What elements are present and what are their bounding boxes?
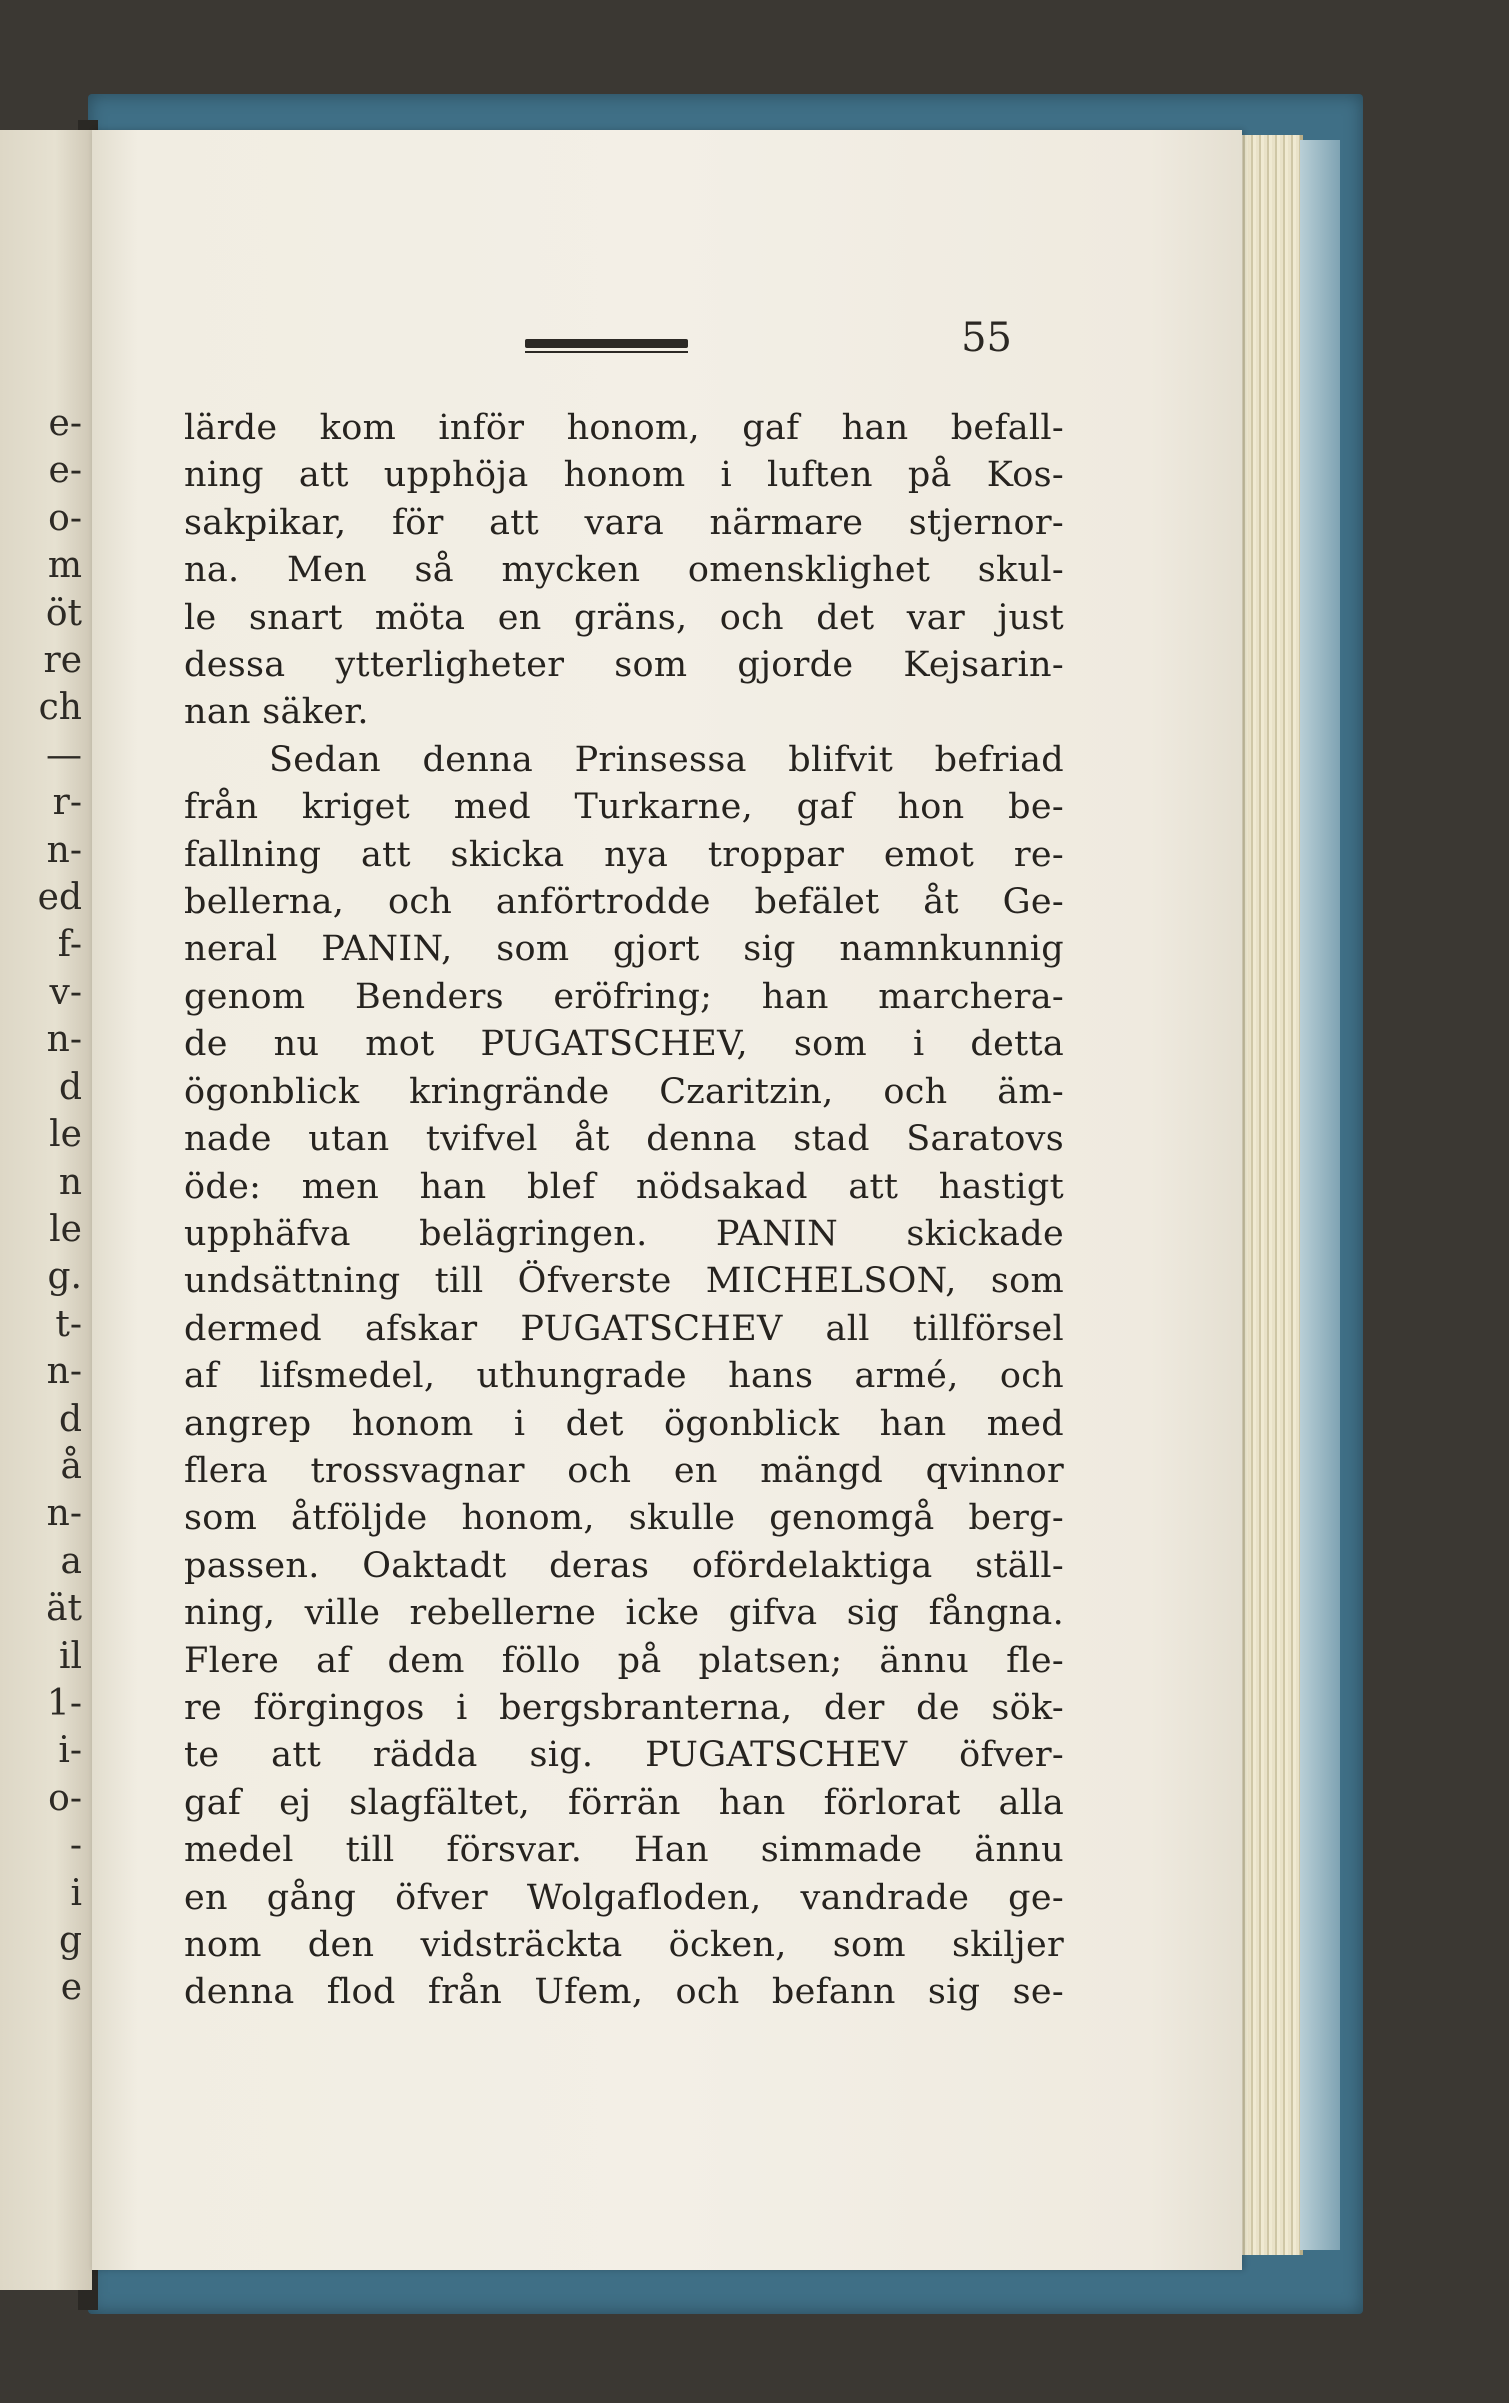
left-fragment: - bbox=[69, 1825, 82, 1867]
header-rule bbox=[525, 339, 688, 348]
text-line: flera trossvagnar och en mängd qvinnor bbox=[184, 1450, 1064, 1491]
left-fragment: a bbox=[60, 1540, 82, 1582]
left-fragment: i- bbox=[58, 1730, 82, 1772]
text-line: nom den vidsträckta öcken, som skiljer bbox=[184, 1925, 1064, 1965]
text-line: genom Benders eröfring; han marchera- bbox=[184, 976, 1064, 1017]
left-page bbox=[0, 130, 92, 2290]
text-line: passen. Oaktadt deras ofördelaktiga ställ- bbox=[184, 1545, 1064, 1586]
left-fragment: le bbox=[49, 1114, 82, 1156]
text-line: Flere af dem föllo på platsen; ännu fle- bbox=[184, 1640, 1064, 1681]
text-line: ning att upphöja honom i luften på Kos- bbox=[184, 455, 1064, 496]
left-fragment: r- bbox=[52, 782, 82, 824]
text-line: dessa ytterligheter som gjorde Kejsarin- bbox=[184, 645, 1064, 686]
text-line: angrep honom i det ögonblick han med bbox=[184, 1403, 1064, 1444]
text-line: nade utan tvifvel åt denna stad Saratovs bbox=[184, 1119, 1064, 1160]
left-fragment: m bbox=[47, 545, 82, 587]
text-line: gaf ej slagfältet, förrän han förlorat alla bbox=[184, 1782, 1064, 1823]
text-line: fallning att skicka nya troppar emot re- bbox=[184, 834, 1064, 875]
left-fragment: å bbox=[60, 1445, 82, 1487]
text-line: upphäfva belägringen. PANIN skickade bbox=[184, 1213, 1064, 1254]
text-line: lärde kom inför honom, gaf han befall- bbox=[184, 408, 1064, 448]
text-line: bellerna, och anförtrodde befälet åt Ge- bbox=[184, 882, 1064, 923]
text-line: le snart möta en gräns, och det var just bbox=[184, 597, 1064, 638]
left-fragment: d bbox=[58, 1398, 82, 1440]
text-line: re förgingos i bergsbranterna, der de sök- bbox=[184, 1687, 1064, 1728]
left-fragment: ät bbox=[46, 1588, 82, 1630]
text-line: dermed afskar PUGATSCHEV all tillförsel bbox=[184, 1308, 1064, 1349]
text-line: nan säker. bbox=[184, 692, 369, 733]
page-edges bbox=[1240, 135, 1303, 2255]
left-fragment: ed bbox=[37, 877, 82, 919]
left-fragment: il bbox=[58, 1635, 82, 1677]
left-fragment: o- bbox=[48, 497, 82, 539]
left-fragment: n- bbox=[46, 1493, 82, 1535]
left-fragment: o- bbox=[48, 1777, 82, 1819]
left-fragment: e- bbox=[48, 403, 82, 444]
left-fragment: re bbox=[43, 640, 82, 682]
left-fragment: v- bbox=[49, 971, 82, 1013]
cover-edge bbox=[1300, 140, 1340, 2250]
left-fragment: ch bbox=[38, 687, 82, 729]
text-line: denna flod från Ufem, och befann sig se- bbox=[184, 1972, 1064, 2013]
left-fragment: n bbox=[58, 1161, 82, 1203]
text-line: öde: men han blef nödsakad att hastigt bbox=[184, 1166, 1064, 1207]
left-page-fragments bbox=[2, 400, 82, 2012]
text-line: ögonblick kringrände Czaritzin, och äm- bbox=[184, 1071, 1064, 1112]
left-fragment: e bbox=[60, 1967, 82, 2009]
text-line: neral PANIN, som gjort sig namnkunnig bbox=[184, 929, 1064, 970]
text-line: de nu mot PUGATSCHEV, som i detta bbox=[184, 1024, 1064, 1065]
text-line: undsättning till Öfverste MICHELSON, som bbox=[184, 1261, 1064, 1302]
left-fragment: le bbox=[49, 1208, 82, 1250]
left-fragment: g bbox=[58, 1920, 82, 1961]
text-line: sakpikar, för att vara närmare stjernor- bbox=[184, 502, 1064, 543]
text-line: medel till försvar. Han simmade ännu bbox=[184, 1830, 1064, 1871]
left-fragment: d bbox=[58, 1066, 82, 1108]
left-fragment: — bbox=[46, 734, 82, 776]
text-line: från kriget med Turkarne, gaf hon be- bbox=[184, 787, 1064, 828]
body-text bbox=[184, 405, 1064, 2017]
left-fragment: g. bbox=[47, 1256, 82, 1298]
left-fragment: t- bbox=[55, 1303, 82, 1345]
left-fragment: n- bbox=[46, 1019, 82, 1061]
left-fragment: e- bbox=[48, 450, 82, 492]
text-line: na. Men så mycken omensklighet skul- bbox=[184, 550, 1064, 591]
text-line: en gång öfver Wolgafloden, vandrade ge- bbox=[184, 1877, 1064, 1918]
left-fragment: n- bbox=[46, 829, 82, 871]
text-line: som åtföljde honom, skulle genomgå berg- bbox=[184, 1498, 1064, 1539]
page-number: 55 bbox=[961, 315, 1012, 361]
text-line: te att rädda sig. PUGATSCHEV öfver- bbox=[184, 1735, 1064, 1776]
left-fragment: i bbox=[70, 1872, 82, 1914]
left-fragment: öt bbox=[45, 592, 82, 634]
text-line: Sedan denna Prinsessa blifvit befriad bbox=[269, 739, 1064, 780]
text-line: ning, ville rebellerne icke gifva sig fångna. bbox=[184, 1593, 1064, 1634]
text-line: af lifsmedel, uthungrade hans armé, och bbox=[184, 1356, 1064, 1397]
left-fragment: 1- bbox=[46, 1682, 82, 1724]
left-fragment: f- bbox=[57, 924, 82, 966]
left-fragment: n- bbox=[46, 1351, 82, 1393]
